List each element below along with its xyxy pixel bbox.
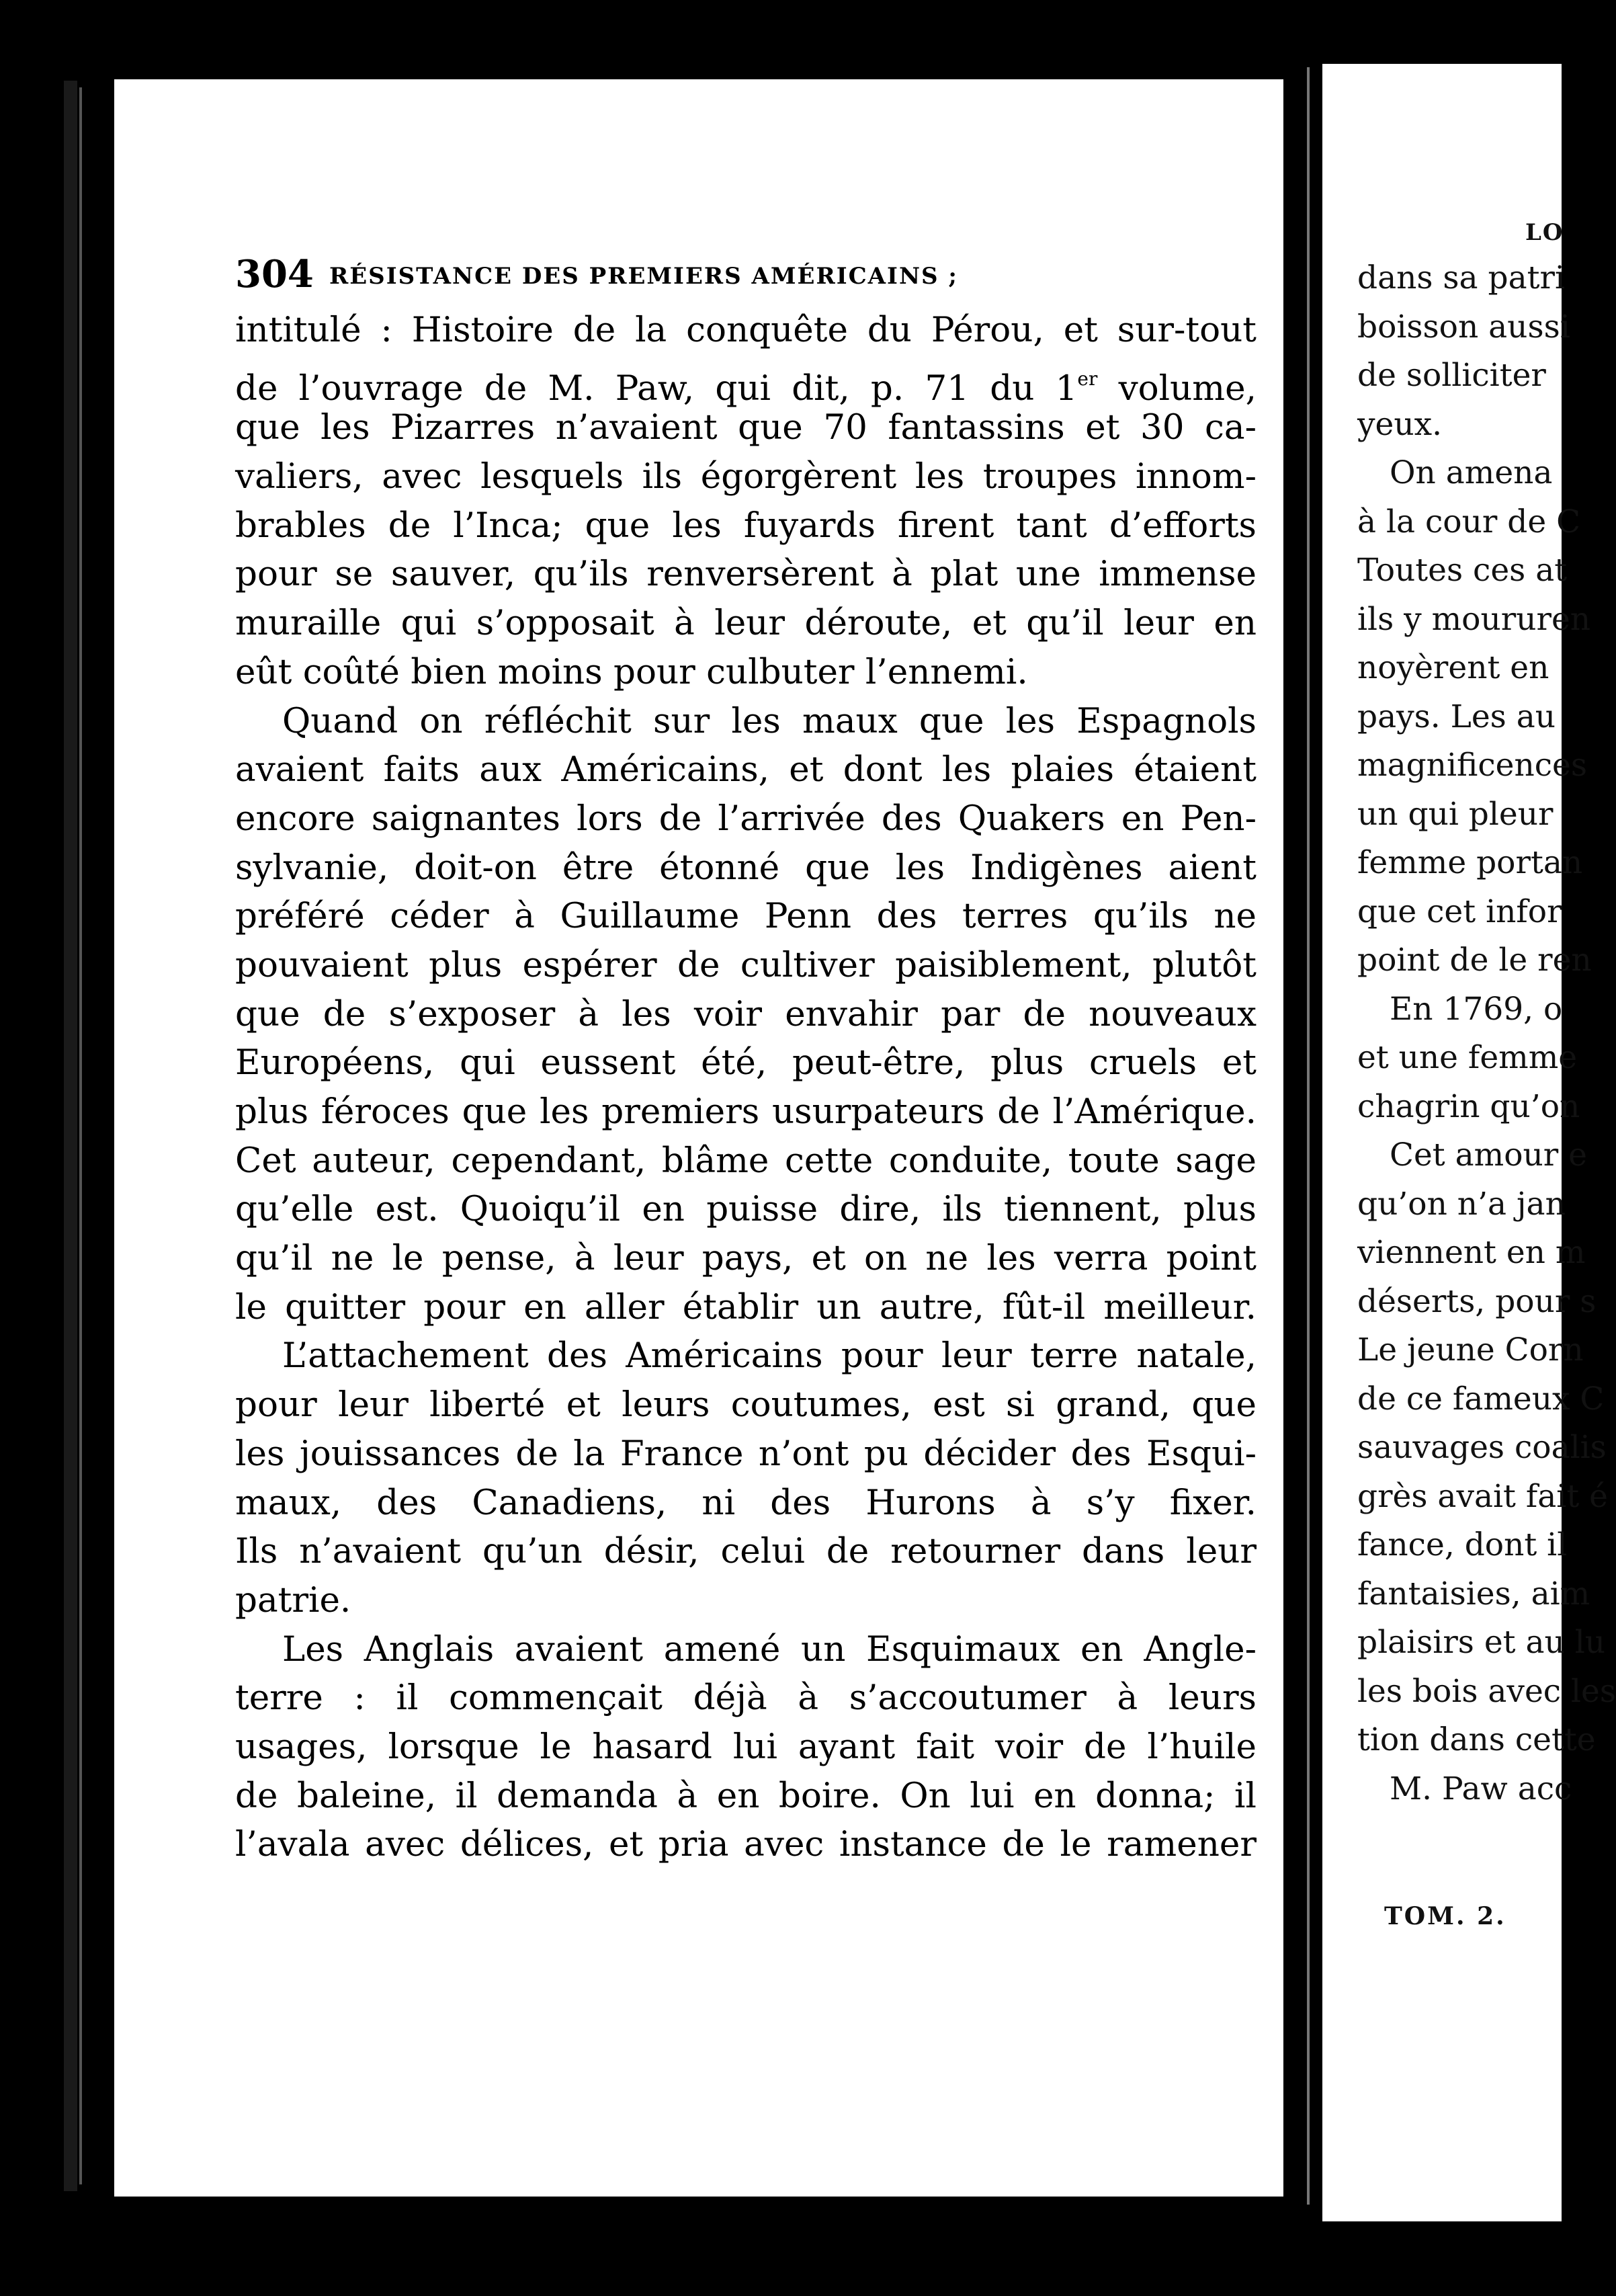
text-line: maux, des Canadiens, ni des Hurons à s’y fixer. xyxy=(235,1482,1257,1523)
text-line: usages, lorsque le hasard lui ayant fait voir de l’huile xyxy=(235,1726,1257,1767)
book-gutter xyxy=(1283,67,1322,2205)
text-line: L’attachement des Américains pour leur terre natale, xyxy=(282,1336,1257,1377)
text-line: qu’on n’a jan xyxy=(1357,1185,1566,1223)
text-line: pays. Les au xyxy=(1357,698,1556,735)
text-line: pour se sauver, qu’ils renversèrent à plat une immense xyxy=(235,554,1257,595)
superscript: er xyxy=(1077,367,1098,390)
text-line: déserts, pour s xyxy=(1357,1282,1597,1320)
text-line: chagrin qu’on xyxy=(1357,1088,1580,1125)
text-line: un qui pleur xyxy=(1357,795,1554,833)
text-line: Quand on réfléchit sur les maux que les Espagnols xyxy=(282,700,1257,741)
text-line: viennent en m xyxy=(1357,1234,1586,1271)
text-line: On amena xyxy=(1390,454,1553,491)
text-line: de ce fameux C xyxy=(1357,1380,1605,1418)
text-line: qu’il ne le pense, à leur pays, et on ne les verra point xyxy=(235,1238,1257,1279)
text-line: ils y moururen xyxy=(1357,600,1591,638)
text-line: M. Paw acc xyxy=(1390,1770,1572,1807)
text-line: préféré céder à Guillaume Penn des terres qu’ils ne xyxy=(235,896,1257,937)
text-line: plus féroces que les premiers usurpateurs de l’Amérique. xyxy=(235,1092,1257,1132)
text-line: fance, dont il xyxy=(1357,1526,1568,1563)
running-title: RÉSISTANCE DES PREMIERS AMÉRICAINS ; xyxy=(329,263,958,290)
right-running-title: LO xyxy=(1525,219,1564,246)
text-line: les jouissances de la France n’ont pu décider des Esqui- xyxy=(235,1433,1257,1474)
text-line: que les Pizarres n’avaient que 70 fantassins et 30 ca- xyxy=(235,407,1257,448)
page-number: 304 xyxy=(235,252,314,296)
text-line: boisson aussi xyxy=(1357,308,1570,345)
text-line: le quitter pour en aller établir un autre, fût-il meilleur. xyxy=(235,1286,1257,1327)
text-line: noyèrent en xyxy=(1357,649,1549,686)
text-line: sylvanie, doit-on être étonné que les Indigènes aient xyxy=(235,847,1257,888)
text-line: Les Anglais avaient amené un Esquimaux en Angle- xyxy=(282,1629,1257,1670)
text-line: dans sa patri xyxy=(1357,259,1566,296)
text-line: intitulé : Histoire de la conquête du Pérou, et sur-tout xyxy=(235,310,1257,350)
text-line: valiers, avec lesquels ils égorgèrent les troupes innom- xyxy=(235,456,1257,497)
text-line: de baleine, il demanda à en boire. On lui en donna; il xyxy=(235,1775,1257,1816)
text-line: que de s’exposer à les voir envahir par de nouveaux xyxy=(235,993,1257,1034)
right-page-text xyxy=(1357,254,1616,1813)
text-line: avaient faits aux Américains, et dont les plaies étaient xyxy=(235,749,1257,790)
left-page-text xyxy=(235,306,1257,1869)
text-line: Toutes ces at xyxy=(1357,552,1568,589)
binding-line xyxy=(79,87,82,2184)
text-line: femme portan xyxy=(1357,844,1583,881)
text-line: muraille qui s’opposait à leur déroute, et qu’il leur en xyxy=(235,603,1257,644)
text-span: volume, xyxy=(1097,368,1257,409)
left-binding-edge xyxy=(64,81,77,2191)
text-line xyxy=(235,355,1257,409)
text-line: fantaisies, aim xyxy=(1357,1575,1590,1612)
text-line: encore saignantes lors de l’arrivée des Quakers en Pen- xyxy=(235,798,1257,839)
text-line: plaisirs et au lu xyxy=(1357,1624,1606,1661)
text-line: point de le ren xyxy=(1357,942,1592,979)
text-line: à la cour de C xyxy=(1357,503,1581,540)
text-line: eût coûté bien moins pour culbuter l’ennemi. xyxy=(235,651,1028,692)
signature-mark: TOM. 2. xyxy=(1384,1902,1506,1930)
text-line: Européens, qui eussent été, peut-être, plus cruels et xyxy=(235,1042,1257,1083)
text-line: terre : il commençait déjà à s’accoutumer à leurs xyxy=(235,1678,1257,1719)
text-line: Le jeune Corn xyxy=(1357,1331,1584,1368)
text-line: pouvaient plus espérer de cultiver paisiblement, plutôt xyxy=(235,944,1257,985)
text-line: Cet auteur, cependant, blâme cette conduite, toute sage xyxy=(235,1140,1257,1181)
text-line: et une femme xyxy=(1357,1039,1578,1076)
text-line: En 1769, o xyxy=(1390,990,1563,1028)
text-line: les bois avec les xyxy=(1357,1672,1616,1710)
text-line: qu’elle est. Quoiqu’il en puisse dire, ils tiennent, plus xyxy=(235,1189,1257,1230)
text-line: Cet amour e xyxy=(1390,1137,1587,1174)
text-line: yeux. xyxy=(1357,405,1443,443)
text-line: tion dans cette xyxy=(1357,1721,1596,1758)
text-line: que cet infor xyxy=(1357,893,1562,930)
text-line: pour leur liberté et leurs coutumes, est si grand, que xyxy=(235,1385,1257,1426)
text-line: patrie. xyxy=(235,1580,351,1621)
text-span: de l’ouvrage de M. Paw, qui dit, p. 71 du 1 xyxy=(235,368,1078,409)
text-line: l’avala avec délices, et pria avec instance de le ramener xyxy=(235,1824,1257,1865)
text-line: magnificences xyxy=(1357,747,1587,784)
gutter-edge xyxy=(1307,67,1310,2205)
text-line: sauvages coalis xyxy=(1357,1429,1607,1466)
text-line: brables de l’Inca; que les fuyards firent tant d’efforts xyxy=(235,505,1257,546)
text-line: grès avait fait é xyxy=(1357,1477,1608,1515)
page-header xyxy=(235,252,1149,306)
text-line: de solliciter xyxy=(1357,357,1546,394)
text-line: Ils n’avaient qu’un désir, celui de retourner dans leur xyxy=(235,1531,1257,1572)
